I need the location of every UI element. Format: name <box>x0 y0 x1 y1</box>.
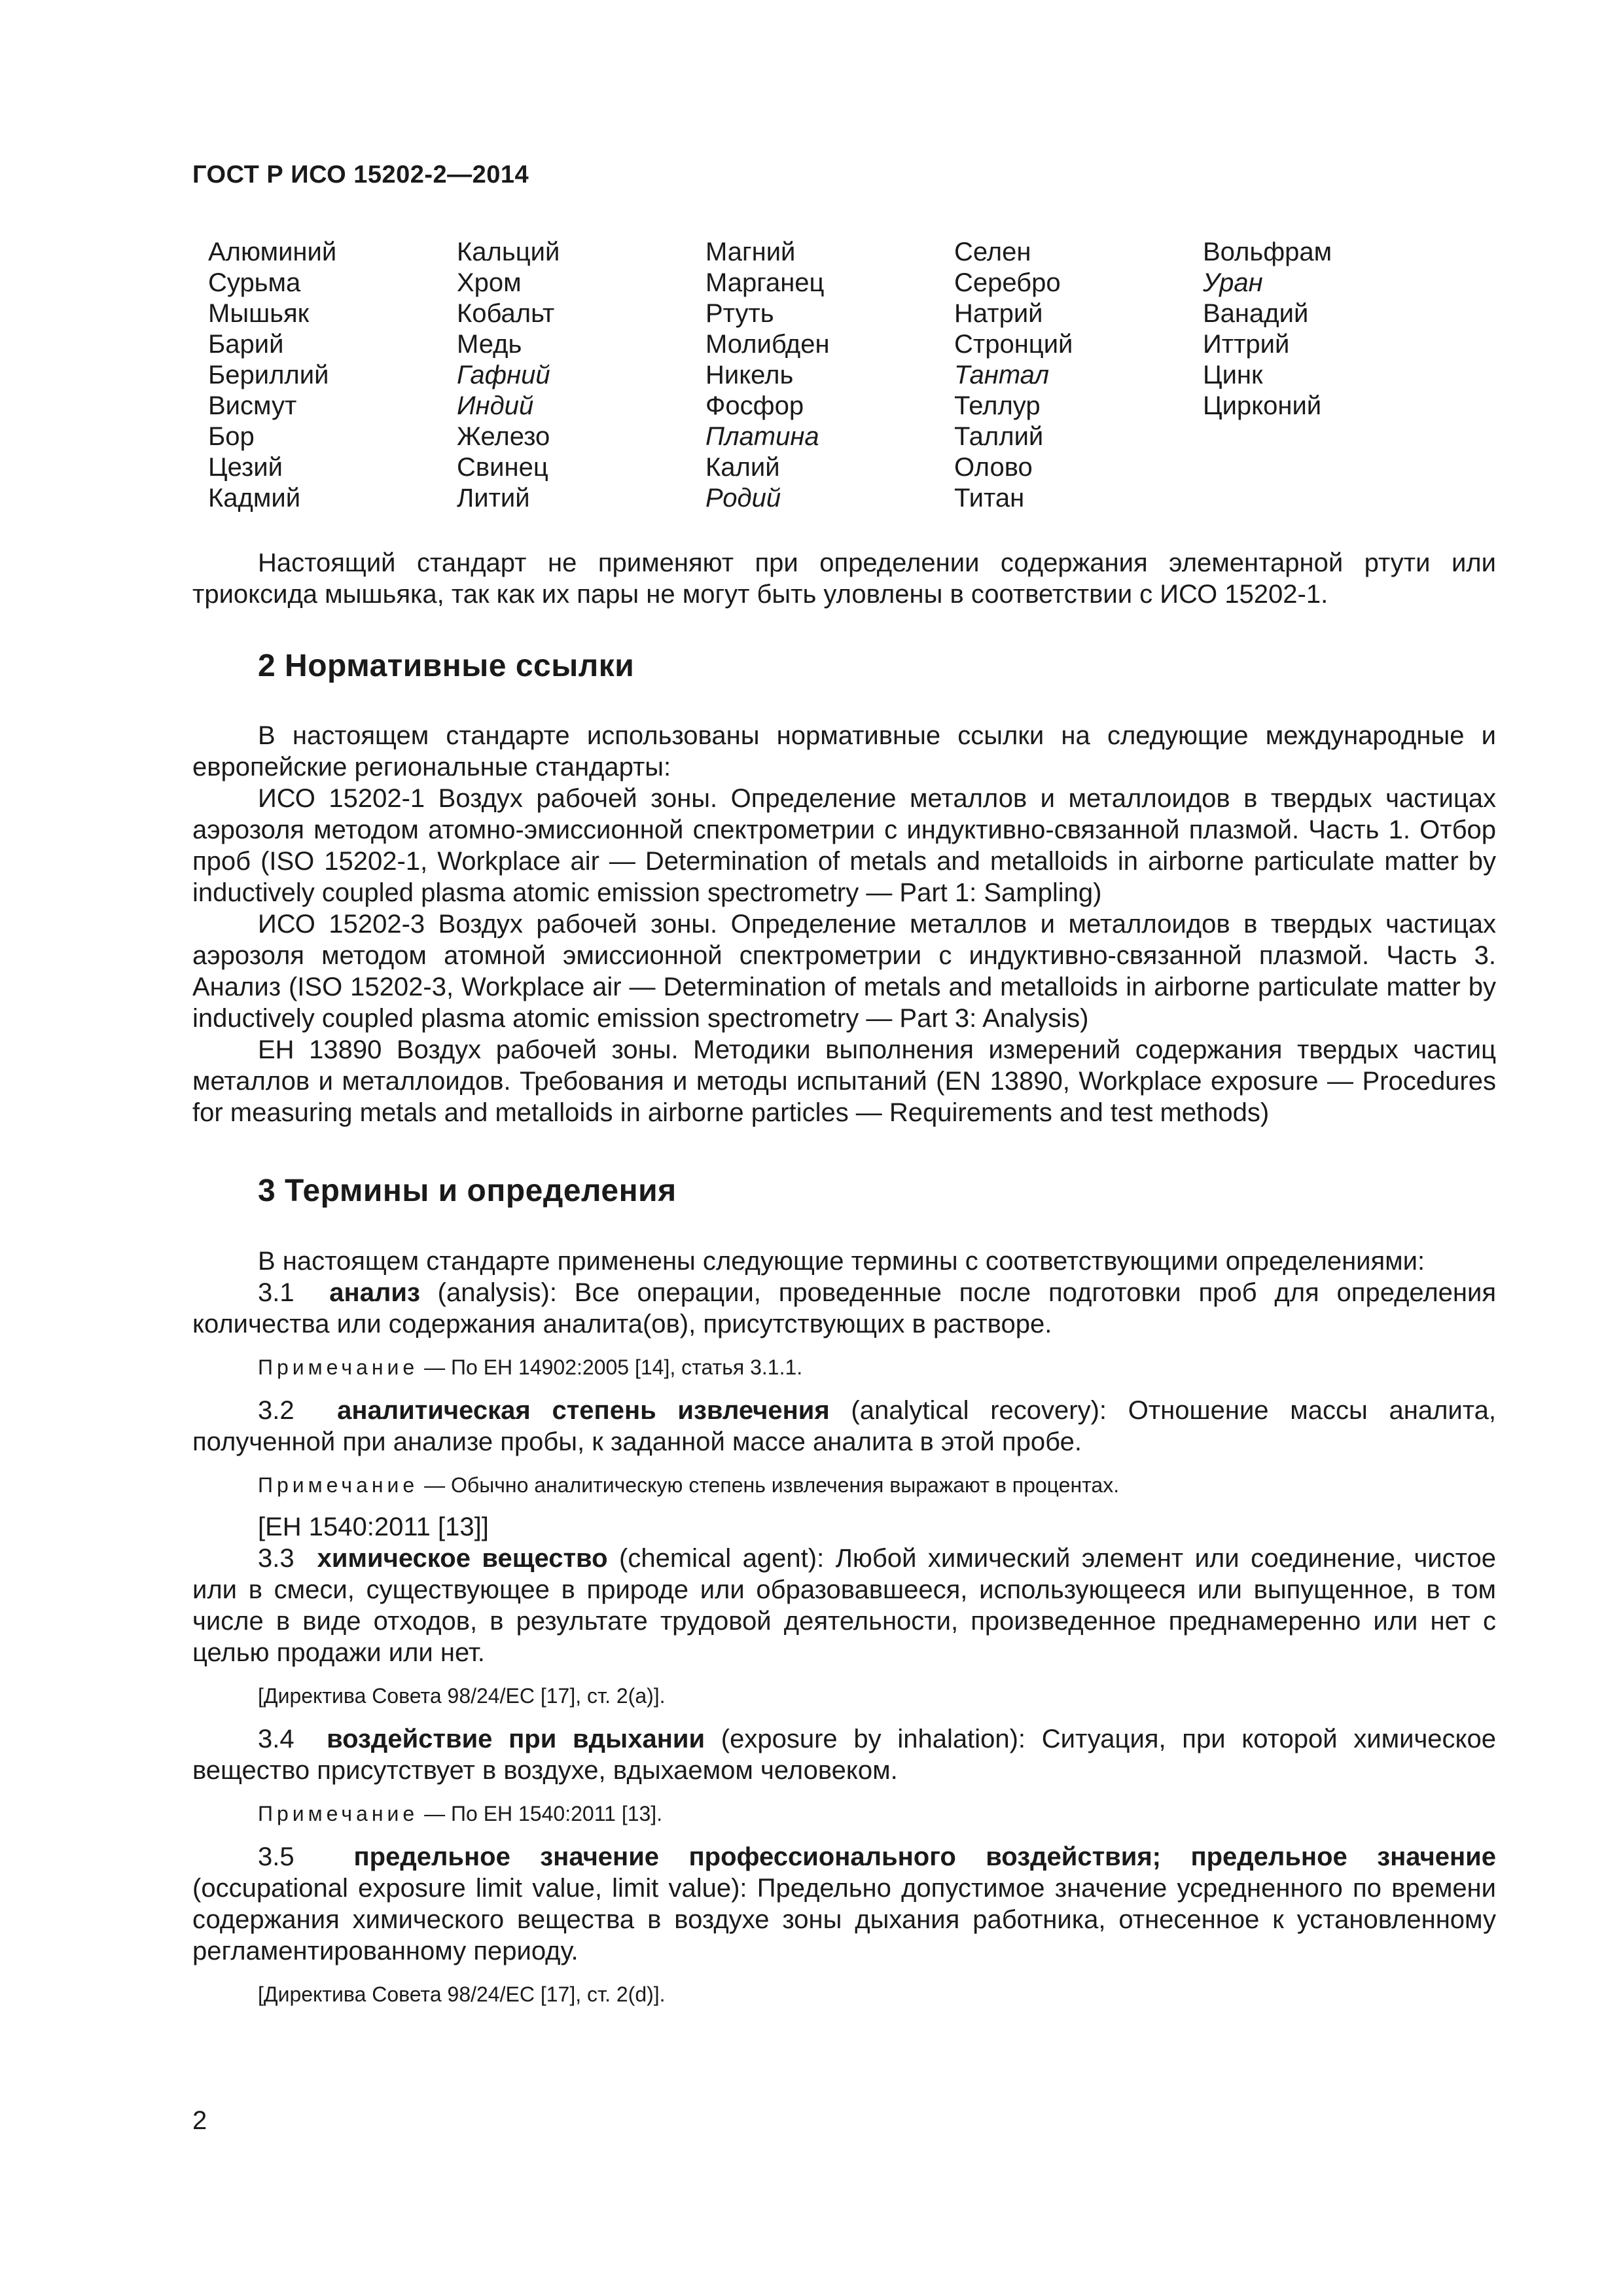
element-name: Кобальт <box>457 299 555 328</box>
element-name: Калий <box>705 453 780 482</box>
term-3-4: 3.4 воздействие при вдыхании (exposure by inhalation): Ситуация, при которой химическое вещество присутствует в воздухе, вдыхаемом человеком. <box>192 1725 1496 1785</box>
note-3-4: Примечание — По ЕН 1540:2011 [13]. <box>258 1802 663 1825</box>
element-name: Висмут <box>208 391 297 420</box>
element-name: Цезий <box>208 453 283 482</box>
element-name: Свинец <box>457 453 548 482</box>
element-name: Железо <box>457 422 550 451</box>
element-name: Барий <box>208 330 284 359</box>
term-name: анализ <box>329 1278 420 1307</box>
element-name: Селен <box>954 238 1031 266</box>
element-name: Бериллий <box>208 361 329 389</box>
term-name: химическое вещество <box>317 1544 608 1573</box>
element-name: Никель <box>705 361 794 389</box>
term-3-5: 3.5 предельное значение профессионального воздействия; предельное значение (occupational exposure limit value, limit value): Предельно допустимое значение усредненного по времени содержания химического вещества в воздухе зоны дыхания работника, отнесенное к установленному регламентированному периоду. <box>192 1842 1496 1965</box>
section-2-intro: В настоящем стандарте использованы нормативные ссылки на следующие международные и европейские региональные стандарты: <box>192 721 1496 781</box>
element-name: Кальций <box>457 238 560 266</box>
note-3-2: Примечание — Обычно аналитическую степень извлечения выражают в процентах. <box>258 1473 1120 1497</box>
source-3-5: [Директива Совета 98/24/ЕС [17], ст. 2(d)]. <box>258 1982 666 2006</box>
element-name: Цинк <box>1203 361 1263 389</box>
elements-column <box>954 237 1203 514</box>
element-name: Серебро <box>954 268 1061 297</box>
element-name: Мышьяк <box>208 299 310 328</box>
source-3-3: [Директива Совета 98/24/ЕС [17], ст. 2(а)]. <box>258 1684 666 1708</box>
term-3-2: 3.2 аналитическая степень извлечения (analytical recovery): Отношение массы аналита, полученной при анализе пробы, к заданной массе аналита в этой пробе. <box>192 1396 1496 1456</box>
element-name: Теллур <box>954 391 1041 420</box>
element-name: Литий <box>457 484 530 512</box>
element-name: Магний <box>705 238 796 266</box>
note-label: Примечание <box>258 1473 419 1497</box>
element-name: Сурьма <box>208 268 301 297</box>
note-3-1: Примечание — По ЕН 14902:2005 [14], статья 3.1.1. <box>258 1355 803 1379</box>
element-name: Молибден <box>705 330 830 359</box>
element-name: Ванадий <box>1203 299 1309 328</box>
element-name: Фосфор <box>705 391 804 420</box>
element-name: Титан <box>954 484 1025 512</box>
element-name: Медь <box>457 330 522 359</box>
section-3-intro: В настоящем стандарте применены следующие термины с соответствующими определениями: <box>258 1247 1425 1276</box>
normative-ref: ИСО 15202-3 Воздух рабочей зоны. Определение металлов и металлоидов в твердых частицах аэрозоля методом атомной эмиссионной спектрометрии с индуктивно-связанной плазмой. Часть 3. Анализ (ISO 15202-3, Workplace air — Determination of metals and metalloids in airborne particulate matter by inductively coupled plasma atomic emission spectrometry — Part 3: Analysis) <box>192 910 1496 1033</box>
elements-list <box>208 237 1452 514</box>
section-2-body <box>192 720 1496 1128</box>
term-name: воздействие при вдыхании <box>327 1725 705 1753</box>
element-name: Алюминий <box>208 238 337 266</box>
element-name: Таллий <box>954 422 1044 451</box>
normative-ref: ИСО 15202-1 Воздух рабочей зоны. Определение металлов и металлоидов в твердых частицах аэрозоля методом атомно-эмиссионной спектрометрии с индуктивно-связанной плазмой. Часть 1. Отбор проб (ISO 15202-1, Workplace air — Determination of metals and metalloids in airborne particulate matter by inductively coupled plasma atomic emission spectrometry — Part 1: Sampling) <box>192 784 1496 907</box>
element-name: Родий <box>705 484 781 512</box>
element-name: Цирконий <box>1203 391 1322 420</box>
element-name: Стронций <box>954 330 1073 359</box>
scope-paragraph <box>192 547 1496 610</box>
element-name: Индий <box>457 391 534 420</box>
elements-column <box>1203 237 1452 514</box>
document-header: ГОСТ Р ИСО 15202-2—2014 <box>192 161 529 188</box>
section-3-title: 3 Термины и определения <box>258 1174 677 1208</box>
elements-column <box>457 237 705 514</box>
element-name: Хром <box>457 268 522 297</box>
elements-column <box>208 237 457 514</box>
scope-note: Настоящий стандарт не применяют при определении содержания элементарной ртути или триоксида мышьяка, так как их пары не могут быть уловлены в соответствии с ИСО 15202-1. <box>192 548 1496 609</box>
element-name: Кадмий <box>208 484 301 512</box>
normative-ref: ЕН 13890 Воздух рабочей зоны. Методики выполнения измерений содержания твердых частиц металлов и металлоидов. Требования и методы испытаний (EN 13890, Workplace exposure — Procedures for measuring metals and metalloids in airborne particles — Requirements and test methods) <box>192 1035 1496 1127</box>
term-3-1: 3.1 анализ (analysis): Все операции, проведенные после подготовки проб для определения количества или содержания аналита(ов), присутствующих в растворе. <box>192 1278 1497 1338</box>
section-2-title: 2 Нормативные ссылки <box>258 649 635 683</box>
source-3-2: [ЕН 1540:2011 [13]] <box>258 1513 489 1541</box>
element-name: Натрий <box>954 299 1043 328</box>
note-label: Примечание <box>258 1802 419 1825</box>
term-name: аналитическая степень извлечения <box>337 1396 830 1425</box>
element-name: Тантал <box>954 361 1050 389</box>
element-name: Бор <box>208 422 255 451</box>
element-name: Уран <box>1203 268 1263 297</box>
element-name: Гафний <box>457 361 550 389</box>
element-name: Марганец <box>705 268 825 297</box>
element-name: Олово <box>954 453 1033 482</box>
section-3-body <box>192 1246 1496 2007</box>
term-name: предельное значение профессионального воздействия; предельное значение <box>353 1842 1496 1871</box>
note-label: Примечание <box>258 1355 419 1379</box>
element-name: Платина <box>705 422 819 451</box>
element-name: Вольфрам <box>1203 238 1332 266</box>
page-number: 2 <box>192 2106 207 2135</box>
element-name: Ртуть <box>705 299 774 328</box>
elements-column <box>705 237 954 514</box>
term-3-3: 3.3 химическое вещество (chemical agent): Любой химический элемент или соединение, чистое или в смеси, существующее в природе или образовавшееся, использующееся или выпущенное, в том числе в виде отходов, в результате трудовой деятельности, произведенное преднамеренно или нет с целью продажи или нет. <box>192 1544 1496 1667</box>
element-name: Иттрий <box>1203 330 1290 359</box>
